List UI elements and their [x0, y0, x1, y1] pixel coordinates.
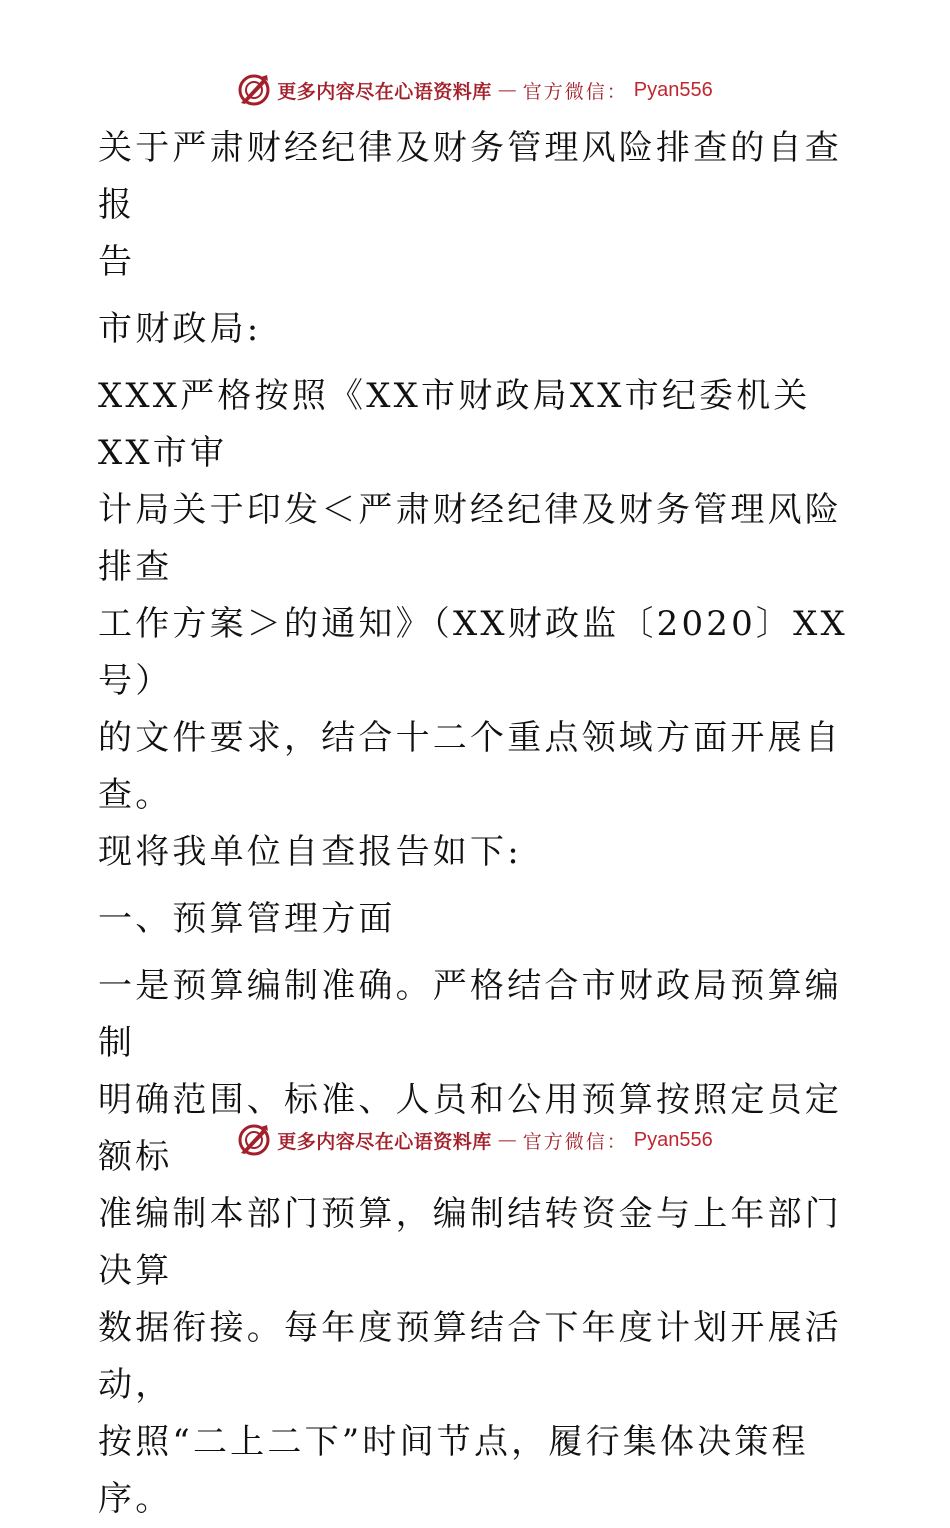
- watermark-wechat-id: Pyan556: [633, 1128, 713, 1151]
- paragraph-2-line: 数据衔接。每年度预算结合下年度计划开展活动，: [98, 1308, 842, 1405]
- document-body: [98, 120, 858, 1528]
- paragraph-2-line: 一是预算编制准确。严格结合市财政局预算编制: [98, 966, 842, 1063]
- paragraph-2-line: 准编制本部门预算，编制结转资金与上年部门决算: [98, 1194, 842, 1291]
- paragraph-1-line: 计局关于印发＜严肃财经纪律及财务管理风险排查: [98, 490, 842, 587]
- watermark-official-label: 官方微信：: [522, 80, 628, 103]
- watermark-footer: [0, 1120, 950, 1160]
- watermark-header: [0, 70, 950, 110]
- paragraph-1-line: 的文件要求，结合十二个重点领域方面开展自查。: [98, 718, 842, 815]
- paragraph-2-line: 按照“二上二下”时间节点，履行集体决策程序。: [98, 1422, 809, 1519]
- paragraph-2: [98, 958, 858, 1528]
- title-line-1: 关于严肃财经纪律及财务管理风险排查的自查报: [98, 128, 842, 225]
- paragraph-1-line: 工作方案＞的通知》（XX财政监〔2020〕XX号）: [98, 604, 848, 701]
- watermark-dash: —: [497, 1129, 517, 1151]
- recipient-line: 市财政局:: [98, 309, 262, 349]
- watermark-main-text: 更多内容尽在心语资料库: [277, 1130, 492, 1153]
- quill-logo-icon: [237, 73, 271, 107]
- paragraph-1: [98, 368, 858, 881]
- quill-logo-icon: [237, 1123, 271, 1157]
- title-line-2: 告: [98, 242, 136, 282]
- paragraph-1-line: XXX严格按照《XX市财政局XX市纪委机关XX市审: [98, 376, 811, 473]
- watermark-main-text: 更多内容尽在心语资料库: [277, 80, 492, 103]
- paragraph-2-line: 明确范围、标准、人员和公用预算按照定员定额标: [98, 1080, 842, 1177]
- watermark-wechat-id: Pyan556: [633, 78, 713, 101]
- section-1-heading: 一、预算管理方面: [98, 899, 396, 939]
- paragraph-1-line: 现将我单位自查报告如下:: [98, 832, 522, 872]
- watermark-dash: —: [497, 79, 517, 101]
- watermark-official-label: 官方微信：: [522, 1130, 628, 1153]
